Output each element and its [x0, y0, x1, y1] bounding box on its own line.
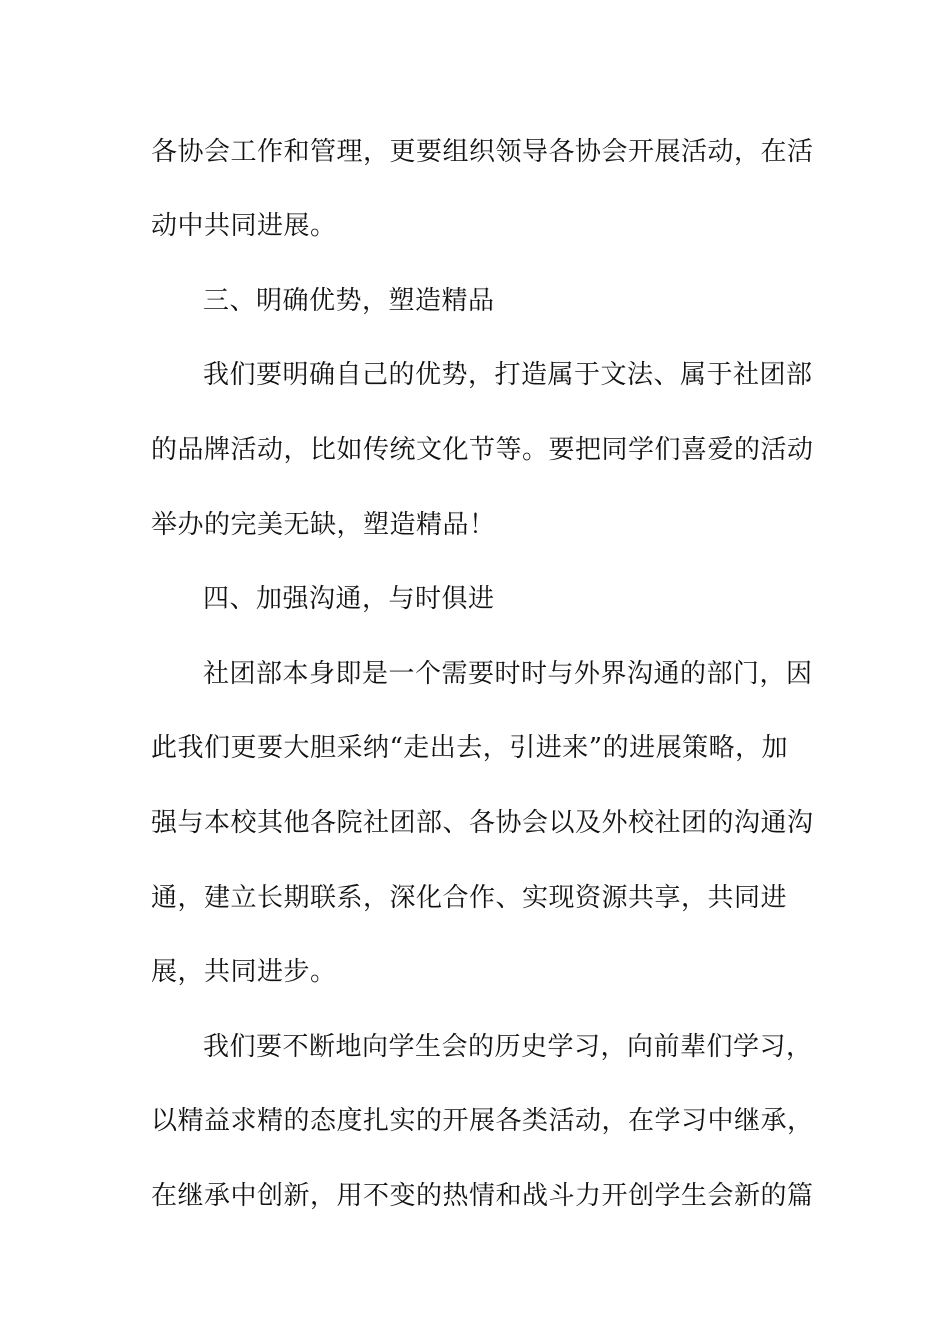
paragraph-line: 举办的完美无缺，塑造精品！	[151, 510, 496, 540]
paragraph-line: 强与本校其他各院社团部、各协会以及外校社团的沟通沟	[151, 808, 814, 838]
section-heading: 四、加强沟通，与时俱进	[203, 584, 495, 614]
paragraph-line: 以精益求精的态度扎实的开展各类活动，在学习中继承，	[151, 1106, 814, 1136]
paragraph-line: 我们要明确自己的优势，打造属于文法、属于社团部	[203, 360, 813, 390]
paragraph-line: 的品牌活动，比如传统文化节等。要把同学们喜爱的活动	[151, 435, 814, 465]
paragraph-line: 通，建立长期联系，深化合作、实现资源共享，共同进	[151, 883, 788, 913]
paragraph-line: 在继承中创新，用不变的热情和战斗力开创学生会新的篇	[151, 1181, 814, 1211]
paragraph-line: 展，共同进步。	[151, 957, 337, 987]
paragraph-line: 我们要不断地向学生会的历史学习，向前辈们学习，	[203, 1032, 813, 1062]
section-heading: 三、明确优势，塑造精品	[203, 286, 495, 316]
paragraph-line: 社团部本身即是一个需要时时与外界沟通的部门，因	[203, 659, 813, 689]
paragraph-line: 各协会工作和管理，更要组织领导各协会开展活动，在活	[151, 137, 814, 167]
paragraph-line: 此我们更要大胆采纳“走出去，引进来”的进展策略，加	[151, 733, 789, 763]
paragraph-line: 动中共同进展。	[151, 211, 337, 241]
